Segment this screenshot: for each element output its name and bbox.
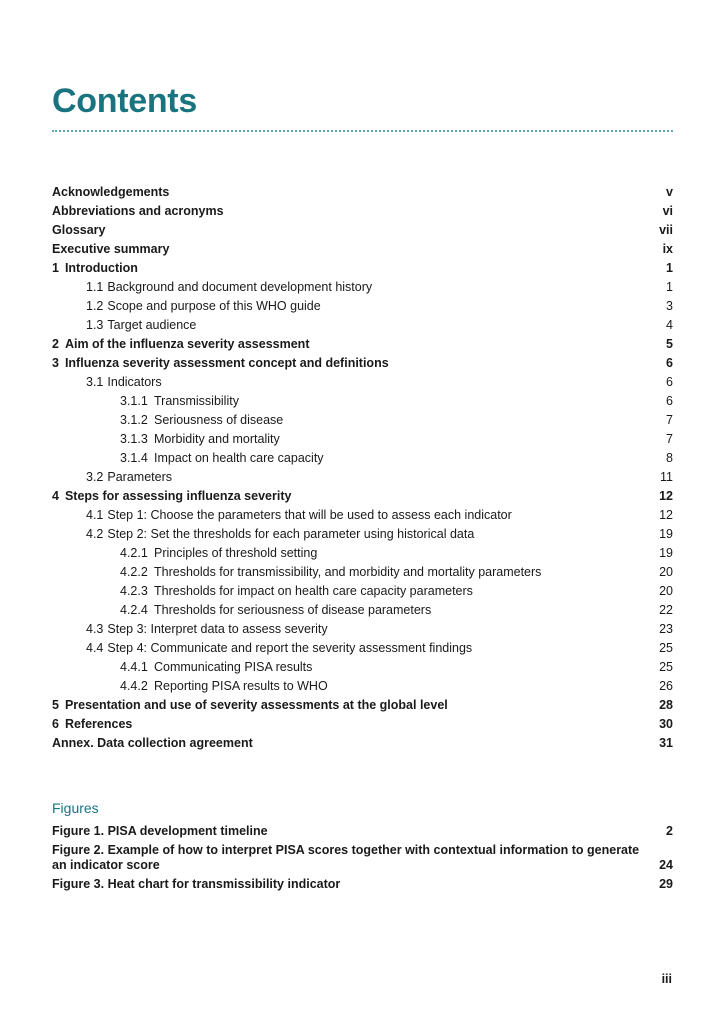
toc-entry-page: 7 — [666, 413, 673, 427]
toc-entry-page: 28 — [659, 698, 673, 712]
toc-entry-title — [86, 297, 321, 316]
toc-entry-page: v — [666, 185, 673, 199]
toc-entry-number: 3.1.1 — [120, 394, 148, 408]
toc-entry[interactable] — [52, 202, 673, 221]
toc-entry-number: 4.2.4 — [120, 603, 148, 617]
toc-entry-text: Steps for assessing influenza severity — [64, 489, 292, 503]
toc-entry-page: 6 — [666, 356, 673, 370]
toc-entry-text: Abbreviations and acronyms — [52, 204, 224, 218]
toc-entry-title — [86, 620, 328, 639]
toc-entry-number: 4.2.2 — [120, 565, 148, 579]
toc-entry[interactable] — [52, 316, 673, 335]
figures-heading: Figures — [52, 800, 99, 816]
toc-entry-title — [120, 658, 312, 677]
toc-entry[interactable] — [52, 639, 673, 658]
figure-entry[interactable] — [52, 843, 673, 873]
toc-entry-number: 4.4.1 — [120, 660, 148, 674]
toc-entry-text: Transmissibility — [154, 394, 239, 408]
toc-entry-page: 25 — [659, 641, 673, 655]
toc-entry-number: 6 — [52, 717, 59, 731]
toc-entry-title — [52, 221, 106, 240]
toc-entry-title — [52, 354, 389, 373]
toc-entry[interactable] — [52, 449, 673, 468]
toc-entry-title — [120, 544, 317, 563]
toc-entry[interactable] — [52, 354, 673, 373]
toc-entry-page: 26 — [659, 679, 673, 693]
toc-entry-text: Step 2: Set the thresholds for each parameter using historical data — [107, 527, 475, 541]
toc-entry-number: 1.3 — [86, 318, 104, 332]
figure-entry-page: 29 — [659, 877, 673, 891]
toc-entry[interactable] — [52, 297, 673, 316]
toc-entry-page: 22 — [659, 603, 673, 617]
toc-entry-text: Glossary — [52, 223, 106, 237]
toc-entry-title — [120, 449, 324, 468]
toc-entry-title — [52, 487, 291, 506]
toc-entry-title — [120, 392, 239, 411]
toc-entry[interactable] — [52, 506, 673, 525]
toc-entry-page: 19 — [659, 527, 673, 541]
toc-entry-title — [52, 734, 253, 753]
toc-entry[interactable] — [52, 658, 673, 677]
toc-entry-text: Communicating PISA results — [154, 660, 313, 674]
toc-entry-number: 4.2 — [86, 527, 104, 541]
toc-entry-text: Presentation and use of severity assessments at the global level — [64, 698, 448, 712]
toc-entry-title — [52, 240, 169, 259]
toc-entry[interactable] — [52, 259, 673, 278]
title-dotted-rule — [52, 130, 673, 132]
toc-entry[interactable] — [52, 221, 673, 240]
toc-entry-page: 3 — [666, 299, 673, 313]
toc-entry-number: 3.1.3 — [120, 432, 148, 446]
toc-entry-page: 1 — [666, 280, 673, 294]
toc-entry-title — [52, 202, 224, 221]
toc-entry-page: 4 — [666, 318, 673, 332]
toc-entry-text: Aim of the influenza severity assessment — [64, 337, 310, 351]
figure-entry-text: Figure 3. Heat chart for transmissibility indicator — [52, 877, 341, 891]
toc-entry-number: 4.1 — [86, 508, 104, 522]
toc-entry-title — [120, 677, 328, 696]
toc-entry-text: Annex. Data collection agreement — [52, 736, 253, 750]
toc-entry-text: Influenza severity assessment concept and definitions — [64, 356, 389, 370]
toc-entry[interactable] — [52, 278, 673, 297]
toc-entry-page: 30 — [659, 717, 673, 731]
toc-entry-page: 7 — [666, 432, 673, 446]
toc-entry-number: 3 — [52, 356, 59, 370]
toc-entry[interactable] — [52, 468, 673, 487]
toc-entry-title — [120, 563, 541, 582]
toc-entry[interactable] — [52, 620, 673, 639]
toc-entry-title — [120, 582, 473, 601]
toc-entry-title — [86, 639, 472, 658]
toc-entry[interactable] — [52, 392, 673, 411]
toc-entry-number: 1 — [52, 261, 59, 275]
toc-entry[interactable] — [52, 430, 673, 449]
toc-entry[interactable] — [52, 335, 673, 354]
toc-entry-text: Morbidity and mortality — [154, 432, 280, 446]
toc-entry-title — [86, 506, 512, 525]
toc-entry[interactable] — [52, 240, 673, 259]
toc-entry-page: 12 — [659, 508, 673, 522]
toc-entry-page: 5 — [666, 337, 673, 351]
toc-entry-number: 4.3 — [86, 622, 104, 636]
toc-entry-text: Step 3: Interpret data to assess severity — [107, 622, 328, 636]
toc-entry-number: 4.4 — [86, 641, 104, 655]
toc-entry-text: Step 4: Communicate and report the severity assessment findings — [107, 641, 473, 655]
toc-entry-title — [120, 411, 283, 430]
toc-entry-page: 20 — [659, 584, 673, 598]
toc-entry[interactable] — [52, 696, 673, 715]
figure-entry[interactable] — [52, 877, 673, 892]
toc-entry-page: 11 — [660, 470, 673, 484]
list-of-figures — [52, 824, 673, 896]
toc-entry-text: Thresholds for impact on health care capacity parameters — [154, 584, 473, 598]
table-of-contents — [52, 183, 673, 753]
figure-entry-page: 24 — [659, 858, 673, 872]
toc-entry-text: References — [64, 717, 133, 731]
toc-entry-page: 6 — [666, 375, 673, 389]
toc-entry-text: Background and document development history — [107, 280, 373, 294]
toc-entry-page: vi — [662, 204, 673, 218]
figure-entry-text: Figure 2. Example of how to interpret PISA scores together with contextual information to generate an indicator score — [52, 843, 640, 872]
toc-entry-number: 4.4.2 — [120, 679, 148, 693]
toc-entry-text: Scope and purpose of this WHO guide — [107, 299, 321, 313]
toc-entry[interactable] — [52, 715, 673, 734]
page-title: Contents — [52, 82, 197, 120]
toc-entry[interactable] — [52, 183, 673, 202]
toc-entry-text: Thresholds for transmissibility, and morbidity and mortality parameters — [154, 565, 542, 579]
toc-entry-page: 25 — [659, 660, 673, 674]
toc-entry-number: 2 — [52, 337, 59, 351]
toc-entry-title — [52, 259, 138, 278]
toc-entry-page: 20 — [659, 565, 673, 579]
toc-entry-text: Target audience — [107, 318, 197, 332]
toc-entry[interactable] — [52, 487, 673, 506]
toc-entry-text: Indicators — [107, 375, 162, 389]
toc-entry-text: Thresholds for seriousness of disease parameters — [154, 603, 432, 617]
toc-entry-number: 4 — [52, 489, 59, 503]
toc-entry-title — [86, 525, 474, 544]
toc-entry-title — [120, 430, 280, 449]
toc-entry-number: 3.2 — [86, 470, 104, 484]
toc-entry-page: 12 — [659, 489, 673, 503]
toc-entry-title — [120, 601, 431, 620]
toc-entry-title — [86, 468, 172, 487]
toc-entry-title — [86, 316, 196, 335]
toc-entry[interactable] — [52, 525, 673, 544]
toc-entry-number: 3.1 — [86, 375, 104, 389]
toc-entry-number: 5 — [52, 698, 59, 712]
toc-entry-number: 4.2.1 — [120, 546, 148, 560]
toc-entry-text: Step 1: Choose the parameters that will be used to assess each indicator — [107, 508, 512, 522]
toc-entry-text: Seriousness of disease — [154, 413, 284, 427]
toc-entry-text: Executive summary — [52, 242, 170, 256]
toc-entry-title — [52, 335, 309, 354]
figure-entry-text: Figure 1. PISA development timeline — [52, 824, 268, 838]
toc-entry-text: Reporting PISA results to WHO — [154, 679, 328, 693]
toc-entry-number: 1.1 — [86, 280, 104, 294]
toc-entry-title — [52, 183, 169, 202]
page-number: iii — [661, 972, 672, 986]
figure-entry-page: 2 — [666, 824, 673, 838]
toc-entry-text: Introduction — [64, 261, 138, 275]
figure-entry[interactable] — [52, 824, 673, 839]
toc-entry[interactable] — [52, 677, 673, 696]
toc-entry-page: 1 — [666, 261, 673, 275]
toc-entry[interactable] — [52, 601, 673, 620]
toc-entry-title — [52, 715, 132, 734]
toc-entry-page: vii — [659, 223, 673, 237]
toc-entry-page: 23 — [659, 622, 673, 636]
toc-entry[interactable] — [52, 373, 673, 392]
toc-entry[interactable] — [52, 544, 673, 563]
toc-entry-text: Principles of threshold setting — [154, 546, 318, 560]
toc-entry-number: 1.2 — [86, 299, 104, 313]
toc-entry-title — [86, 373, 162, 392]
toc-entry-number: 4.2.3 — [120, 584, 148, 598]
toc-entry[interactable] — [52, 582, 673, 601]
toc-entry-page: ix — [662, 242, 673, 256]
toc-entry-text: Parameters — [107, 470, 172, 484]
toc-entry-page: 19 — [659, 546, 673, 560]
toc-entry[interactable] — [52, 411, 673, 430]
toc-entry-text: Acknowledgements — [52, 185, 170, 199]
toc-entry-page: 8 — [666, 451, 673, 465]
toc-entry-text: Impact on health care capacity — [154, 451, 324, 465]
toc-entry-number: 3.1.2 — [120, 413, 148, 427]
toc-entry-page: 31 — [659, 736, 673, 750]
toc-entry-number: 3.1.4 — [120, 451, 148, 465]
toc-entry[interactable] — [52, 734, 673, 753]
toc-entry-title — [86, 278, 372, 297]
toc-entry[interactable] — [52, 563, 673, 582]
toc-entry-title — [52, 696, 448, 715]
toc-entry-page: 6 — [666, 394, 673, 408]
